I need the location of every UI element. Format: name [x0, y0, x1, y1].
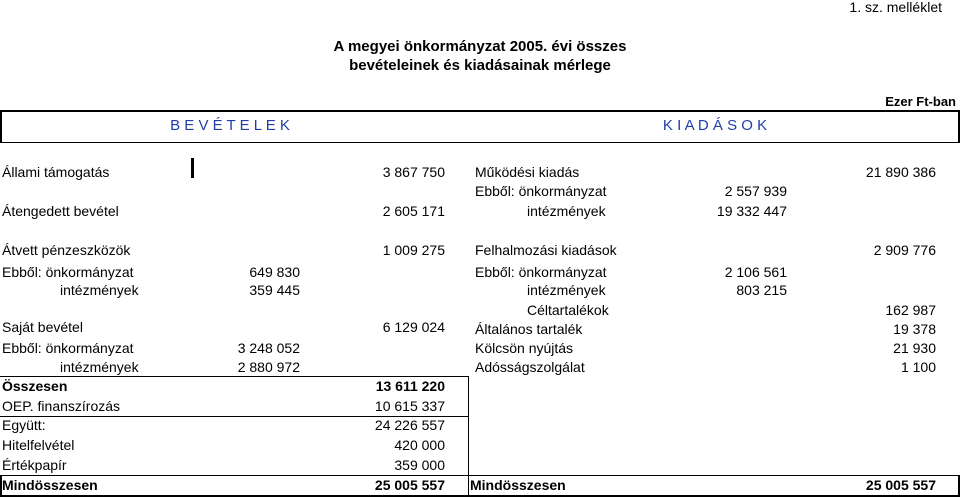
income-hitel-value: 420 000	[394, 437, 445, 453]
income-atvett-label: Átvett pénzeszközök	[2, 242, 131, 258]
income-atvett-onk-value: 649 830	[249, 264, 300, 280]
expense-mind-value: 25 005 557	[865, 477, 936, 493]
income-osszesen-value: 13 611 220	[375, 378, 445, 394]
expense-felh-onk-label: Ebből: önkormányzat	[475, 264, 607, 280]
income-ertek-value: 359 000	[394, 457, 445, 473]
expense-mind-label: Mindösszesen	[470, 477, 566, 493]
header-left-border	[0, 110, 2, 143]
expense-mukodesi-label: Működési kiadás	[475, 164, 580, 180]
income-oep-value: 10 615 337	[374, 398, 445, 414]
column-divider	[468, 376, 469, 497]
expense-felh-label: Felhalmozási kiadások	[475, 242, 617, 258]
header-bottom-border	[0, 142, 960, 143]
expense-felh-value: 2 909 776	[873, 242, 936, 258]
income-allami-label: Állami támogatás	[2, 164, 110, 180]
income-atvett-int-value: 359 445	[249, 282, 300, 298]
expense-adossag-label: Adósságszolgálat	[475, 359, 585, 375]
income-atengedett-label: Átengedett bevétel	[2, 203, 119, 219]
income-osszesen-label: Összesen	[2, 378, 68, 394]
income-ertek-label: Értékpapír	[2, 457, 67, 473]
income-mind-label: Mindösszesen	[2, 477, 98, 493]
income-sajat-int-label: intézmények	[60, 359, 139, 375]
income-atvett-onk-label: Ebből: önkormányzat	[2, 264, 134, 280]
expense-mukodesi-value: 21 890 386	[865, 164, 936, 180]
header-top-border	[0, 110, 960, 112]
income-allami-value: 3 867 750	[382, 164, 445, 180]
expense-adossag-value: 1 100	[900, 359, 936, 375]
income-egyutt-value: 24 226 557	[374, 417, 445, 433]
expense-kolcson-value: 21 930	[893, 340, 936, 356]
income-header: B E V É T E L E K	[170, 117, 290, 134]
income-atvett-value: 1 009 275	[382, 242, 445, 258]
income-sajat-onk-label: Ebből: önkormányzat	[2, 340, 134, 356]
income-atvett-int-label: intézmények	[60, 282, 139, 298]
expense-altal-label: Általános tartalék	[475, 321, 583, 337]
expense-celt-label: Céltartalékok	[527, 302, 609, 318]
annex-label: 1. sz. melléklet	[849, 0, 942, 15]
expense-felh-onk-value: 2 106 561	[724, 264, 787, 280]
expense-muk-onk-value: 2 557 939	[724, 183, 787, 199]
expense-header: K I A D Á S O K	[662, 117, 768, 134]
expense-felh-int-value: 803 215	[736, 282, 787, 298]
income-sajat-value: 6 129 024	[382, 319, 445, 335]
expense-felh-int-label: intézmények	[527, 282, 606, 298]
income-atengedett-value: 2 605 171	[382, 203, 445, 219]
income-sajat-label: Saját bevétel	[2, 319, 83, 335]
unit-label: Ezer Ft-ban	[885, 94, 956, 109]
income-hitel-label: Hitelfelvétel	[2, 437, 75, 453]
income-sajat-int-value: 2 880 972	[237, 359, 300, 375]
expense-celt-value: 162 987	[885, 302, 936, 318]
income-sajat-onk-value: 3 248 052	[237, 340, 300, 356]
expense-muk-int-label: intézmények	[527, 203, 606, 219]
income-egyutt-label: Együtt:	[2, 417, 46, 433]
title-line-2: bevételeinek és kiadásainak mérlege	[349, 57, 611, 74]
text-cursor	[191, 158, 194, 178]
title-line-1: A megyei önkormányzat 2005. évi összes	[333, 38, 627, 55]
income-mind-value: 25 005 557	[374, 477, 445, 493]
expense-kolcson-label: Kölcsön nyújtás	[475, 340, 574, 356]
expense-muk-int-value: 19 332 447	[716, 203, 787, 219]
expense-muk-onk-label: Ebből: önkormányzat	[475, 183, 607, 199]
income-oep-label: OEP. finanszírozás	[2, 398, 121, 414]
expense-altal-value: 19 378	[893, 321, 936, 337]
